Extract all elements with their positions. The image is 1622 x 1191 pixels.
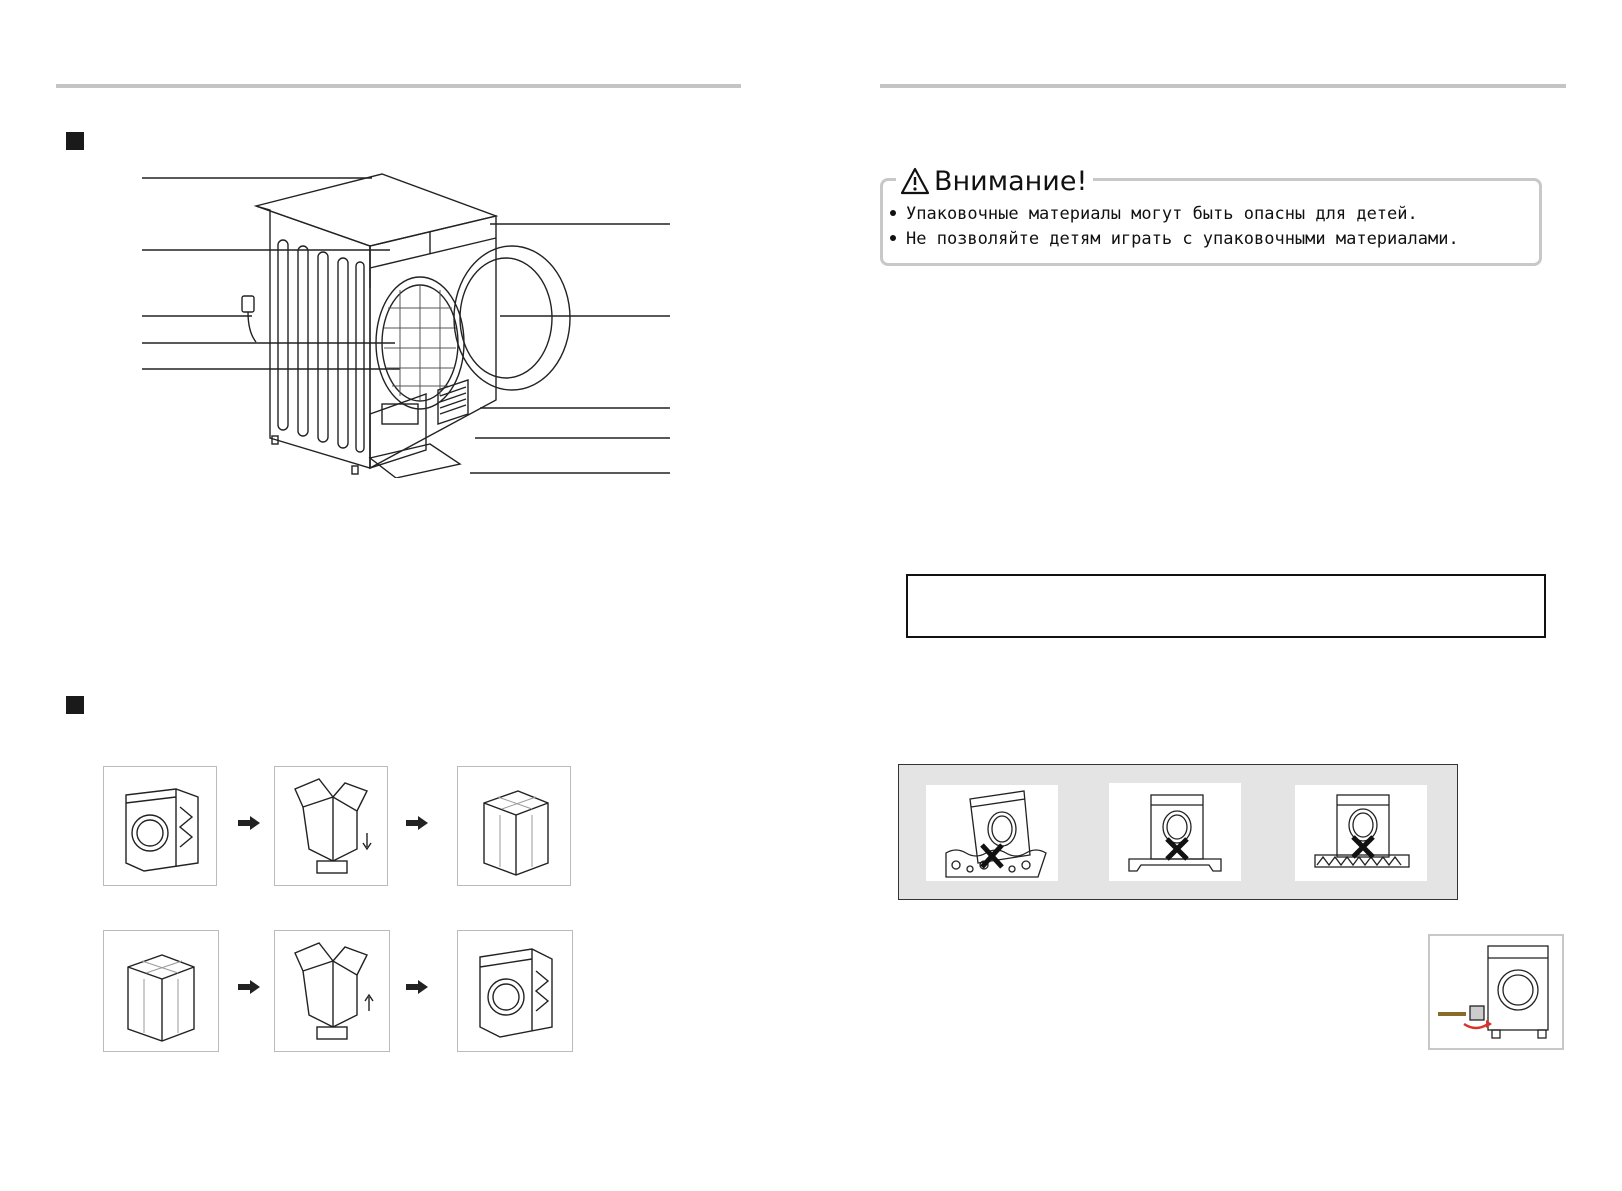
- right-arrow-icon: [406, 980, 428, 994]
- boxed-unit-icon: [104, 931, 218, 1051]
- right-header-rule: [880, 84, 1566, 88]
- warning-triangle-icon: [900, 167, 930, 195]
- right-arrow-icon: [406, 816, 428, 830]
- washer-icon: [458, 931, 572, 1051]
- surface-example-uneven: [926, 785, 1058, 881]
- note-box: [906, 574, 1546, 638]
- leveling-feet-illustration: [1428, 934, 1564, 1050]
- section-marker-transport: [66, 696, 84, 714]
- section-marker-parts: [66, 132, 84, 150]
- surface-example-soft: [1295, 785, 1427, 881]
- warning-item-2: Не позволяйте детям играть с упаковочными материалами.: [886, 229, 1459, 249]
- bullet-icon: [890, 235, 896, 241]
- floor-surface-panel: [898, 764, 1458, 900]
- open-box-icon: [275, 767, 387, 885]
- dryer-parts-diagram: [130, 168, 680, 478]
- transport-step-5: [274, 930, 390, 1052]
- bullet-icon: [890, 210, 896, 216]
- warning-item-1: Упаковочные материалы могут быть опасны для детей.: [886, 204, 1418, 224]
- x-mark-icon: [1167, 839, 1187, 859]
- washer-icon: [104, 767, 216, 885]
- right-arrow-icon: [238, 816, 260, 830]
- transport-step-1: [103, 766, 217, 886]
- warning-title-text: Внимание!: [934, 165, 1088, 197]
- warning-title: [896, 164, 1093, 198]
- open-box-icon: [275, 931, 389, 1051]
- right-arrow-icon: [238, 980, 260, 994]
- transport-step-6: [457, 930, 573, 1052]
- surface-example-platform: [1109, 783, 1241, 881]
- transport-step-2: [274, 766, 388, 886]
- transport-step-3: [457, 766, 571, 886]
- left-header-rule: [56, 84, 741, 88]
- x-mark-icon: [982, 845, 1002, 867]
- boxed-unit-icon: [458, 767, 570, 885]
- transport-step-4: [103, 930, 219, 1052]
- x-mark-icon: [1353, 837, 1373, 857]
